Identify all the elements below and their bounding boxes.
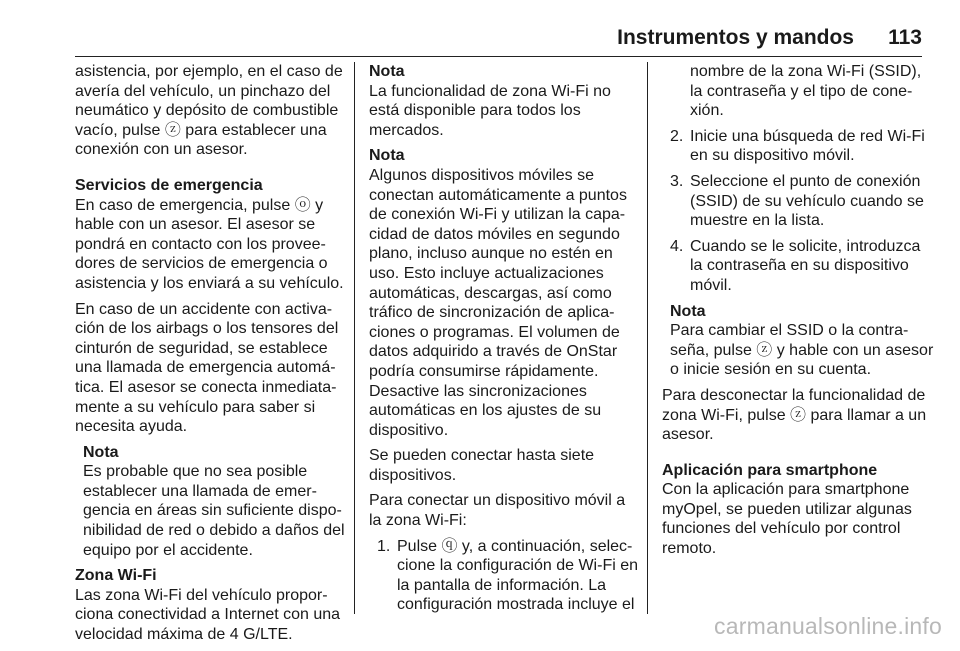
heading-wifi-zone: Zona Wi-Fi [75,567,157,585]
column-2 [369,62,639,621]
list-number: 1. [377,537,391,555]
column-divider [354,62,355,614]
section-title: Instrumentos y mandos [617,26,854,49]
note-box: Nota Es probable que no sea posible establecer una llamada de emer- gencia en áreas sin suficiente dispo- nibilidad de red o debido a daños del equipo por el accidente. [83,443,345,559]
column-1 [75,62,343,651]
list-number: 4. [670,237,684,255]
note-box: Nota Para cambiar el SSID o la contra- seña, pulse ⓩ y hable con un asesor o inicie sesión en su cuenta. [670,302,934,379]
list-item-continued: nombre de la zona Wi-Fi (SSID), la contraseña y el tipo de cone- xión. [690,63,922,120]
paragraph: Para desconectar la funcionalidad de zona Wi-Fi, pulse ⓩ para llamar a un asesor. [662,386,927,444]
note-box: Nota La funcionalidad de zona Wi-Fi no está disponible para todos los mercados. [369,62,634,140]
list-item: 3. Seleccione el punto de conexión (SSID) de su vehículo cuando se muestre en la lista. [670,172,924,230]
note-box: Nota Algunos dispositivos móviles se conectan automáticamente a puntos de conexión Wi-Fi y utilizan la capa- cidad de datos móviles en segundo plano, incluso aunque no estén en uso. Esto incluye actualizaciones automáticas, descargas, así como tráfico de sincronización de aplica- ciones o programas. El volumen de datos adquirido a través de OnStar podría consumirse rápidamente. Desactive las sincronizaciones automáticas en los ajustes de su dispositivo. [369,146,634,440]
paragraph: Se pueden conectar hasta siete dispositivos. [369,447,595,484]
list-item: 2. Inicie una búsqueda de red Wi-Fi en su dispositivo móvil. [670,127,925,165]
watermark: carmanualsonline.info [714,613,942,639]
column-divider [647,62,648,614]
list-item: 1. Pulse ⓠ y, a continuación, selec- cione la configuración de Wi-Fi en la pantalla de información. La configuración mostrada incluye el [377,537,639,614]
column-3 [662,62,934,565]
heading-smartphone-app: Aplicación para smartphone [662,461,878,479]
list-number: 2. [670,127,684,145]
note-heading: Nota [369,147,405,165]
paragraph: asistencia, por ejemplo, en el caso de avería del vehículo, un pinchazo del neumático y depósito de combustible vacío, pulse ⓩ para establecer una conexión con un asesor. [75,63,343,159]
page-header [75,26,922,57]
note-heading: Nota [670,302,706,320]
list-number: 3. [670,172,684,190]
page-number: 113 [888,26,922,49]
paragraph: Con la aplicación para smartphone myOpel, se pueden utilizar algunas funciones del vehículo por control remoto. [662,481,912,558]
paragraph: En caso de un accidente con activa- ción de los airbags o los tensores del cinturón de seguridad, se establece una llamada de emergencia automá- tica. El asesor se conecta inmediata- mente a su vehículo para saber si necesita ayuda. [75,300,339,436]
paragraph: Las zona Wi-Fi del vehículo propor- ciona conectividad a Internet con una velocidad máxima de 4 G/LTE. [75,586,341,644]
heading-emergency-services: Servicios de emergencia [75,176,263,194]
note-heading: Nota [83,443,119,461]
list-item: 4. Cuando se le solicite, introduzca la contraseña en su dispositivo móvil. [670,237,921,294]
paragraph: Para conectar un dispositivo móvil a la zona Wi-Fi: [369,492,626,530]
paragraph: En caso de emergencia, pulse ⓞ y hable con un asesor. El asesor se pondrá en contacto con los provee- dores de servicios de emergencia o asistencia y los enviará a su vehículo. [75,196,344,292]
note-heading: Nota [369,63,405,80]
